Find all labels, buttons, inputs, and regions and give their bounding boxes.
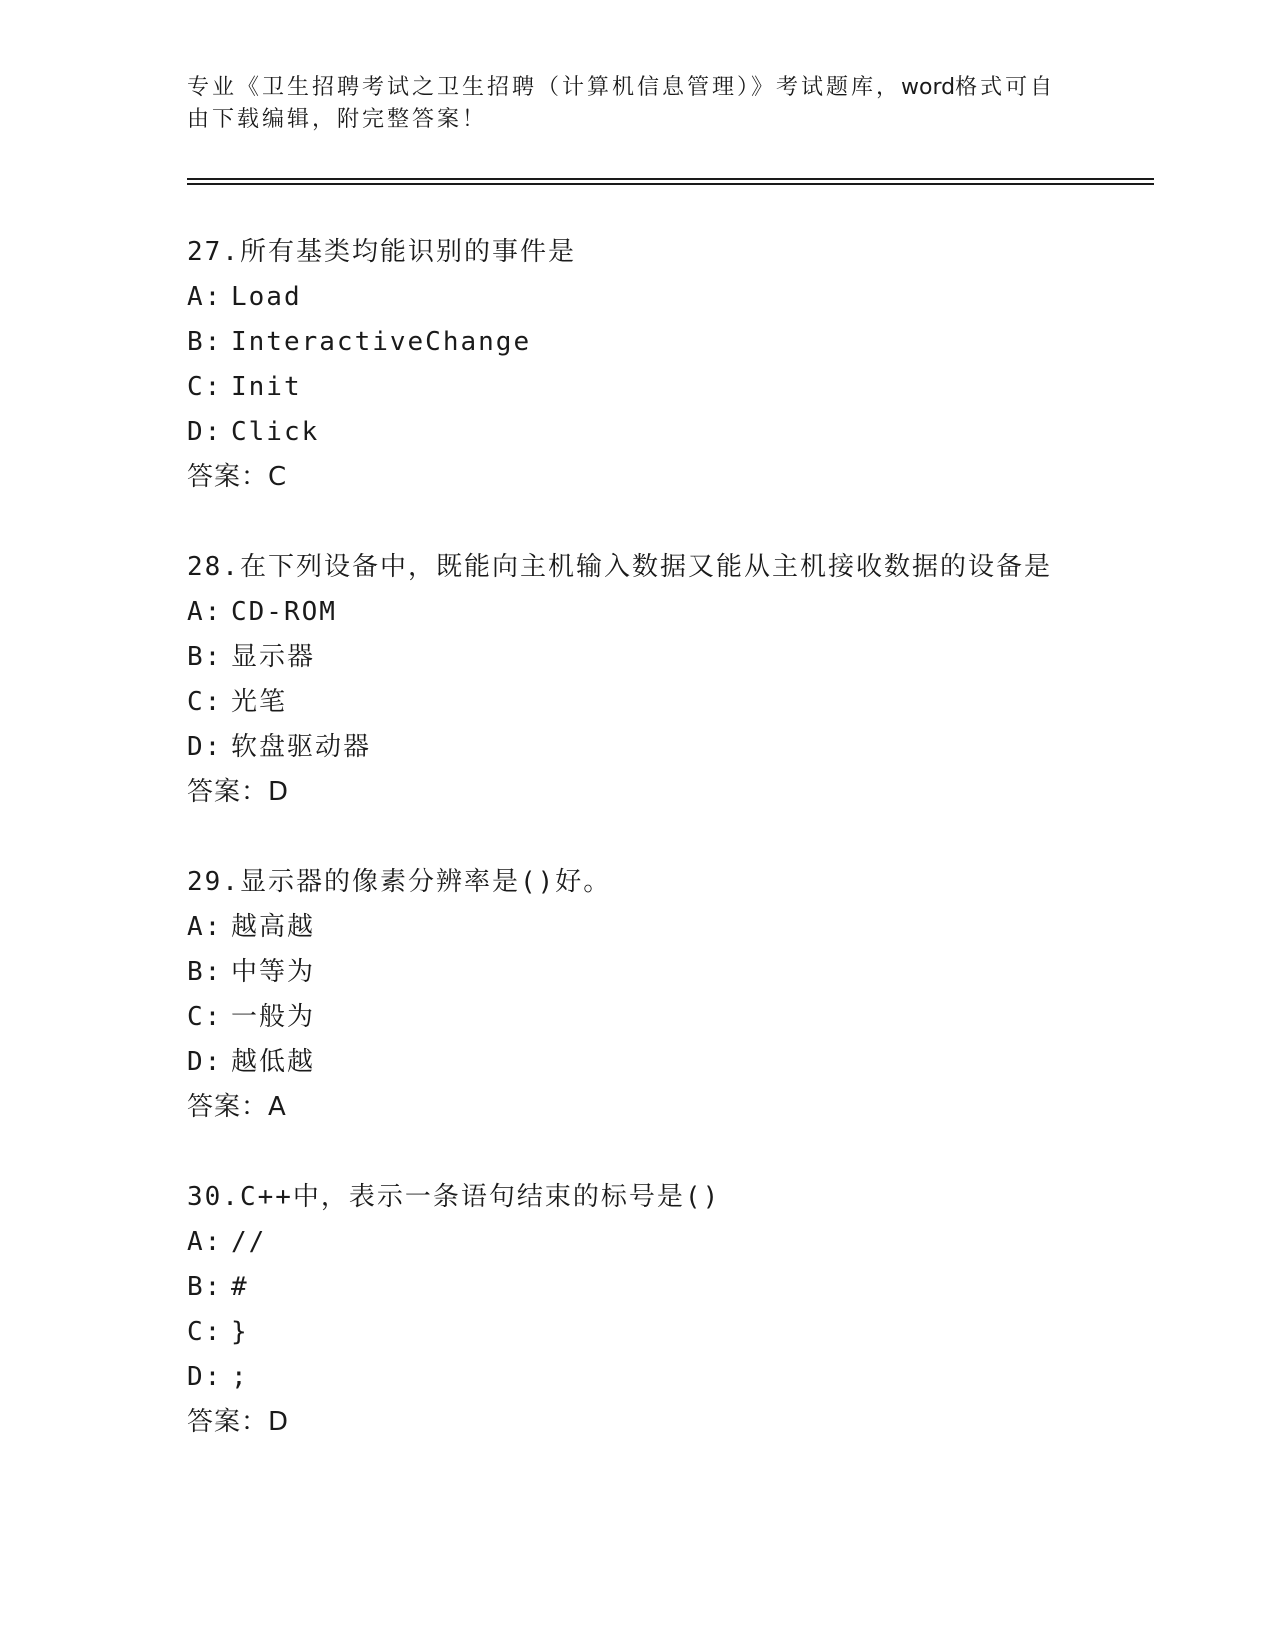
option-c [187,1310,1147,1355]
question-title: 30.C++中，表示一条语句结束的标号是() [187,1182,721,1212]
header-line-2: 由下载编辑，附完整答案！ [187,107,488,132]
answer: 答案：D [187,1407,290,1437]
question-title: 29.显示器的像素分辨率是()好。 [187,867,612,897]
option-text: } [231,1317,249,1347]
document-header [187,72,1067,136]
option-text: Click [231,417,320,447]
option-key: A: [187,912,223,942]
option-text: InteractiveChange [231,327,532,357]
option-text: 一般为 [231,1002,316,1032]
option-key: C: [187,1317,223,1347]
question-30 [187,1175,1147,1445]
option-a [187,275,1147,320]
option-text: 中等为 [231,957,316,987]
option-key: D: [187,1362,223,1392]
option-text: 越低越 [231,1047,316,1077]
option-a [187,905,1147,950]
option-d [187,725,1147,770]
option-key: D: [187,417,223,447]
option-key: D: [187,1047,223,1077]
option-key: B: [187,1272,223,1302]
answer: 答案：C [187,462,288,492]
header-word: word [901,75,956,100]
option-text: Init [231,372,302,402]
header-prefix: 专业《卫生招聘考试之卫生招聘（计算机信息管理）》考试题库， [187,75,902,100]
header-divider-bottom [187,183,1154,185]
option-b [187,320,1147,365]
option-key: A: [187,282,223,312]
option-key: B: [187,957,223,987]
option-key: A: [187,597,223,627]
option-text: 越高越 [231,912,316,942]
option-c [187,680,1147,725]
question-title: 28.在下列设备中，既能向主机输入数据又能从主机接收数据的设备是 [187,552,1052,582]
answer: 答案：D [187,777,290,807]
option-key: C: [187,372,223,402]
question-title: 27.所有基类均能识别的事件是 [187,237,576,267]
option-text: Load [231,282,302,312]
answer: 答案：A [187,1092,287,1122]
option-text: 软盘驱动器 [231,732,372,762]
option-key: C: [187,687,223,717]
option-d [187,1040,1147,1085]
option-a [187,590,1147,635]
option-d [187,410,1147,455]
question-28 [187,545,1147,815]
option-b [187,1265,1147,1310]
option-key: A: [187,1227,223,1257]
option-text: 光笔 [231,687,288,717]
option-d [187,1355,1147,1400]
question-27 [187,230,1147,500]
option-a [187,1220,1147,1265]
option-text: 显示器 [231,642,316,672]
option-text: // [231,1227,267,1257]
option-text: CD-ROM [231,597,337,627]
option-key: C: [187,1002,223,1032]
option-c [187,995,1147,1040]
option-b [187,635,1147,680]
option-c [187,365,1147,410]
question-29 [187,860,1147,1130]
header-line-1 [187,72,1067,104]
option-key: B: [187,642,223,672]
option-text: # [231,1272,249,1302]
option-key: B: [187,327,223,357]
header-suffix: 格式可自 [955,75,1056,100]
option-text: ; [231,1362,249,1392]
header-divider-top [187,178,1154,180]
option-key: D: [187,732,223,762]
option-b [187,950,1147,995]
